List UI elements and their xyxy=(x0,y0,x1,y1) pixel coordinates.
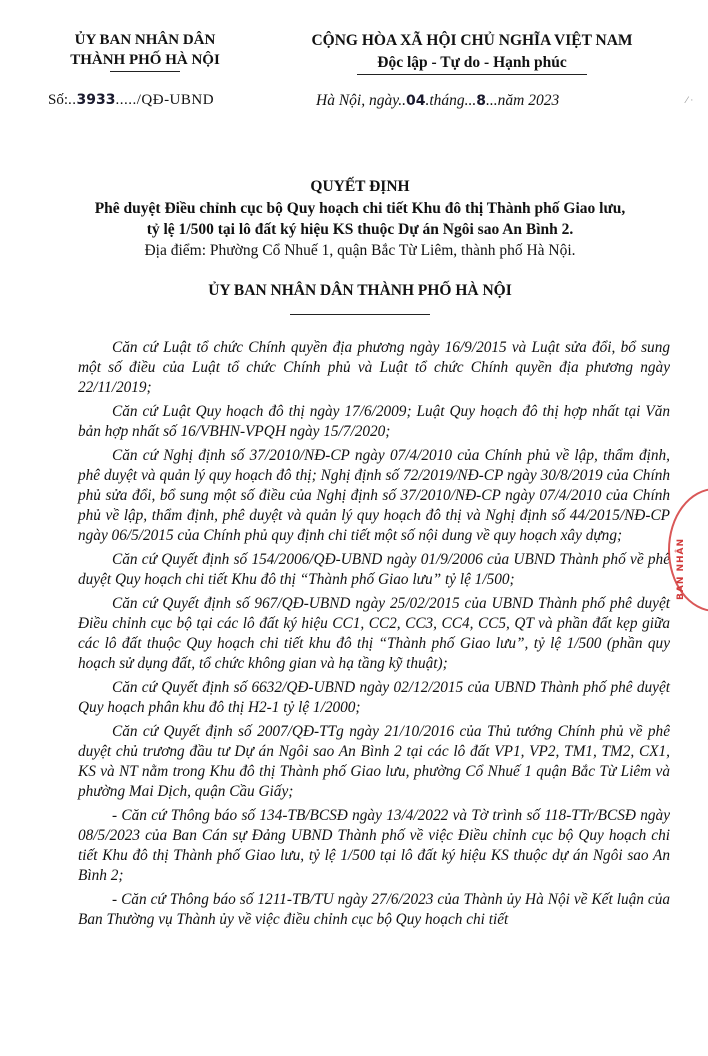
national-title: CỘNG HÒA XÃ HỘI CHỦ NGHĨA VIỆT NAM xyxy=(311,32,633,49)
seal-text: BAN NHÂN xyxy=(676,537,686,600)
document-number xyxy=(48,92,214,109)
issuing-agency-header xyxy=(40,30,250,72)
legal-basis-section xyxy=(78,338,670,934)
subject-line-2: tỷ lệ 1/500 tại lô đất ký hiệu KS thuộc Dự án Ngôi sao An Bình 2. xyxy=(146,221,574,238)
date-year: ...năm 2023 xyxy=(486,92,560,109)
agency-line-1: ỦY BAN NHÂN DÂN xyxy=(74,32,216,48)
legal-basis-paragraph: Căn cứ Quyết định số 967/QĐ-UBND ngày 25/02/2015 của UBND Thành phố phê duyệt Điều chỉnh cục bộ tại các lô đất ký hiệu CC1, CC2, CC3, CC4, CC5, QT và phần đất kẹp giữa các lô đất thuộc Quy hoạch chi tiết khu đô thị “Thành phố Giao lưu”, tỷ lệ 1/500 (phần quy hoạch sử dụng đất, tổ chức không gian và hạ tầng kỹ thuật); xyxy=(78,595,670,672)
decision-title-block xyxy=(40,176,680,315)
agency-line-2: THÀNH PHỐ HÀ NỘI xyxy=(70,52,220,68)
number-suffix: ...../QĐ-UBND xyxy=(115,92,215,108)
location-line: Địa điểm: Phường Cổ Nhuế 1, quận Bắc Từ Liêm, thành phố Hà Nội. xyxy=(144,242,576,259)
subject-line-1: Phê duyệt Điều chỉnh cục bộ Quy hoạch chi tiết Khu đô thị Thành phố Giao lưu, xyxy=(94,200,626,217)
national-header xyxy=(262,30,682,75)
date-month: 8 xyxy=(476,93,487,109)
issuer-underline xyxy=(290,314,430,315)
agency-underline xyxy=(110,71,180,72)
legal-basis-paragraph: Căn cứ Luật tổ chức Chính quyền địa phương ngày 16/9/2015 và Luật sửa đổi, bổ sung một số điều của Luật tổ chức Chính phủ và Luật tổ chức Chính quyền địa phương ngày 22/11/2019; xyxy=(78,339,670,396)
issuer-heading: ỦY BAN NHÂN DÂN THÀNH PHỐ HÀ NỘI xyxy=(208,282,512,299)
document-date xyxy=(316,92,559,110)
legal-basis-paragraph: Căn cứ Quyết định số 6632/QĐ-UBND ngày 02/12/2015 của UBND Thành phố phê duyệt Quy hoạch phân khu đô thị H2-1 tỷ lệ 1/2000; xyxy=(78,679,670,716)
number-prefix: Số: xyxy=(48,92,69,108)
legal-basis-paragraph: Căn cứ Luật Quy hoạch đô thị ngày 17/6/2009; Luật Quy hoạch đô thị hợp nhất tại Văn bản hợp nhất số 16/VBHN-VPQH ngày 15/7/2020; xyxy=(78,403,670,440)
legal-basis-paragraph: - Căn cứ Thông báo số 134-TB/BCSĐ ngày 13/4/2022 và Tờ trình số 118-TTr/BCSĐ ngày 08/5/2023 của Ban Cán sự Đảng UBND Thành phố về việc Điều chỉnh cục bộ Quy hoạch chi tiết Khu đô thị Thành phố Giao lưu, tỷ lệ 1/500 tại lô đất ký hiệu KS thuộc dự án Ngôi sao An Bình 2; xyxy=(78,807,670,884)
national-motto: Độc lập - Tự do - Hạnh phúc xyxy=(377,54,567,71)
doc-type: QUYẾT ĐỊNH xyxy=(310,178,410,195)
legal-basis-paragraph: Căn cứ Quyết định số 154/2006/QĐ-UBND ngày 01/9/2006 của UBND Thành phố về phê duyệt Quy hoạch chi tiết Khu đô thị “Thành phố Giao lưu” tỷ lệ 1/500; xyxy=(78,551,670,588)
date-place: Hà Nội, ngày.. xyxy=(316,92,406,109)
legal-basis-paragraph: Căn cứ Nghị định số 37/2010/NĐ-CP ngày 07/4/2010 của Chính phủ về lập, thẩm định, phê duyệt và quản lý quy hoạch đô thị; Nghị định số 72/2019/NĐ-CP ngày 30/8/2019 của Chính phủ sửa đổi, bổ sung một số điều của Nghị định số 37/2010/NĐ-CP ngày 07/4/2010 của Chính phủ về lập, thẩm định, phê duyệt và quản lý quy hoạch đô thị và Nghị định số 44/2015/NĐ-CP ngày 06/5/2015 của Chính phủ quy định chi tiết một số nội dung về quy hoạch xây dựng; xyxy=(78,447,670,544)
margin-mark: ⁄ · xyxy=(686,96,694,106)
legal-basis-paragraph: Căn cứ Quyết định số 2007/QĐ-TTg ngày 21/10/2016 của Thủ tướng Chính phủ về phê duyệt chủ trương đầu tư Dự án Ngôi sao An Bình 2 tại các lô đất VP1, VP2, TM1, TM2, CX1, KS và NT nằm trong Khu đô thị Thành phố Giao lưu, phường Cổ Nhuế 1 quận Bắc Từ Liêm và phường Mai Dịch, quận Cầu Giấy; xyxy=(78,723,670,800)
date-day: 04 xyxy=(406,93,426,109)
legal-basis-paragraph: - Căn cứ Thông báo số 1211-TB/TU ngày 27/6/2023 của Thành ủy Hà Nội về Kết luận của Ban Thường vụ Thành ủy về việc điều chỉnh cục bộ Quy hoạch chi tiết xyxy=(78,891,670,928)
motto-underline xyxy=(357,74,587,75)
number-dots: .. xyxy=(68,92,77,108)
date-month-label: .tháng... xyxy=(425,92,477,109)
number-value: 3933 xyxy=(76,92,116,108)
